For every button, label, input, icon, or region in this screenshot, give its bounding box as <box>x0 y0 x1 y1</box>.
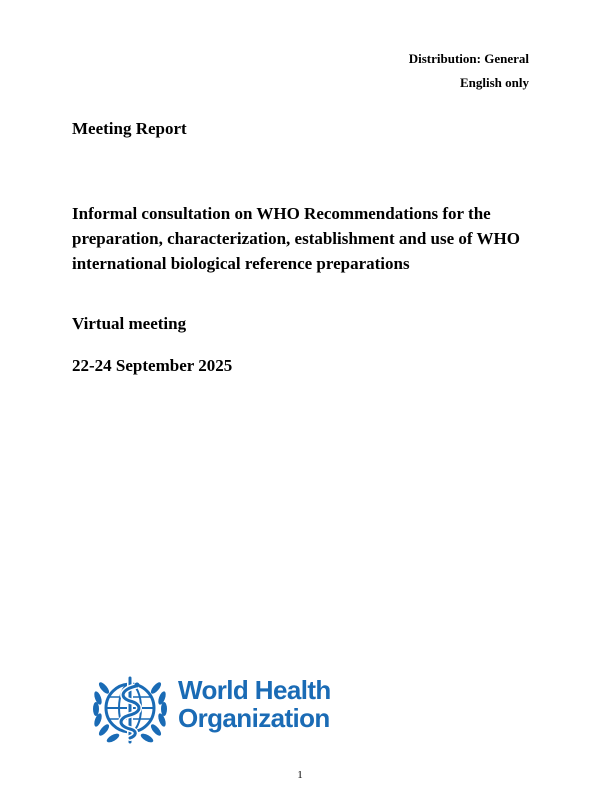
who-logo <box>90 668 340 748</box>
who-wordmark <box>178 676 331 732</box>
who-emblem-icon <box>90 668 170 748</box>
language-label: English only <box>459 75 529 90</box>
document-title: Informal consultation on WHO Recommendations for the preparation, characterization, establishment and use of WHO international biological reference preparations <box>72 204 520 273</box>
who-wordmark-line1: World Health <box>178 675 331 705</box>
distribution-block <box>409 47 529 95</box>
distribution-label: Distribution: General <box>408 51 529 66</box>
report-type-heading: Meeting Report <box>72 119 187 138</box>
who-wordmark-line2: Organization <box>178 703 330 733</box>
meeting-type: Virtual meeting <box>72 314 187 333</box>
meeting-date: 22-24 September 2025 <box>72 356 233 375</box>
page-number: 1 <box>297 769 303 781</box>
